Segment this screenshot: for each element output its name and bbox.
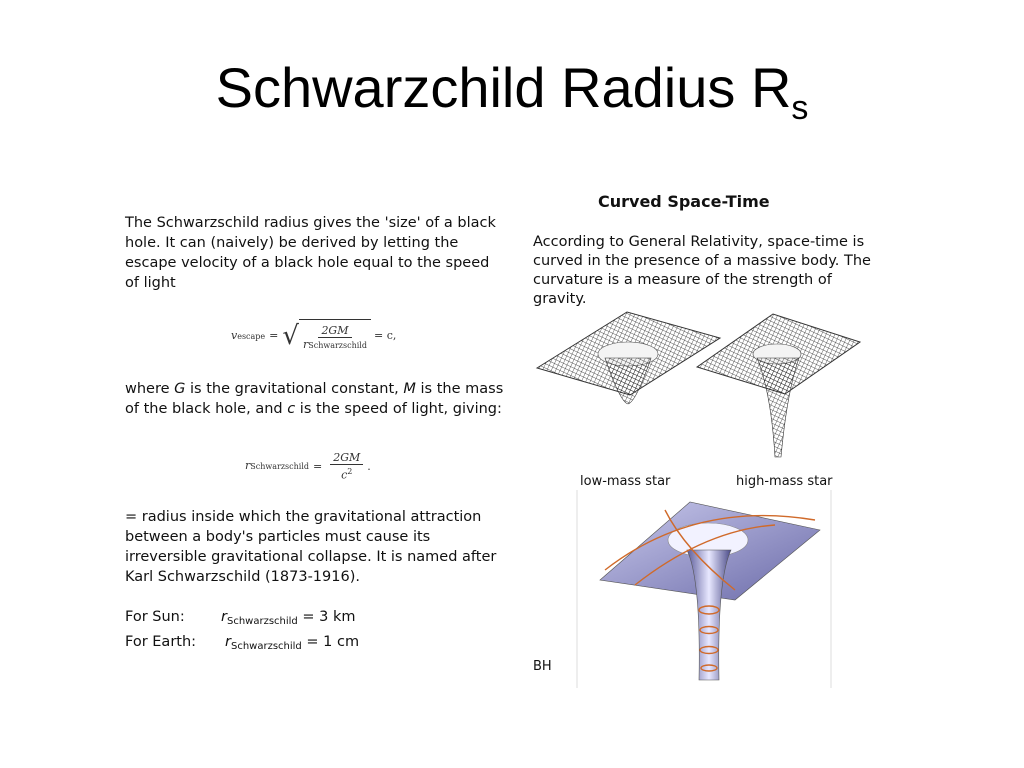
example-earth: For Earth: $r_{Schwarzschild} = 1$ cm: [125, 633, 360, 652]
schwarzschild-radius-formula: rSchwarzschild = $\frac{2GM}{c^2}$ .: [245, 451, 371, 482]
high-mass-star-caption: high-mass star: [736, 474, 833, 489]
where-paragraph: where G is the gravitational constant, M is the mass of the black hole, and c is the speed of light, giving:: [125, 381, 504, 417]
examples-list: [125, 607, 505, 657]
formula2-lhs: rSchwarzschild: [245, 459, 310, 473]
intro-paragraph: The Schwarzschild radius gives the 'size' of a black hole. It can (naively) be derived by letting the escape velocity of a black hole equal to the speed of light: [125, 215, 496, 291]
formula1-lhs: vescape: [231, 328, 266, 342]
formula1-rhs: = c,: [373, 329, 397, 342]
curved-spacetime-heading: Curved Space-Time: [598, 192, 770, 211]
black-hole-diagram: [575, 490, 835, 690]
high-mass-star-diagram: [695, 312, 865, 462]
example-sun: For Sun: $r_{Schwarzschild} = 3$ km: [125, 608, 356, 627]
low-mass-star-caption: low-mass star: [580, 474, 671, 489]
curved-spacetime-text: According to General Relativity, space-time is curved in the presence of a massive body. The curvature is a measure of the strength of gravity.: [533, 234, 871, 307]
formula1-fraction: $\frac{2GM}{\text{rSchwarzschild}}$: [302, 324, 367, 351]
slide-title-subscript: s: [791, 89, 809, 127]
left-text-panel: [125, 213, 505, 657]
definition-paragraph: = radius inside which the gravitational attraction between a body's particles must cause its irreversible gravitational collapse. It is named after Karl Schwarzschild (1873-1916).: [125, 508, 497, 585]
black-hole-caption: BH: [533, 659, 552, 674]
slide-title: [0, 55, 1024, 128]
slide-title-main: Schwarzchild Radius R: [215, 56, 792, 119]
escape-velocity-formula: vescape = √ $\frac{2GM}{\text{rSchwarzschild}}$ = c,: [231, 321, 397, 351]
formula2-fraction: $\frac{2GM}{c^2}$: [330, 451, 363, 483]
